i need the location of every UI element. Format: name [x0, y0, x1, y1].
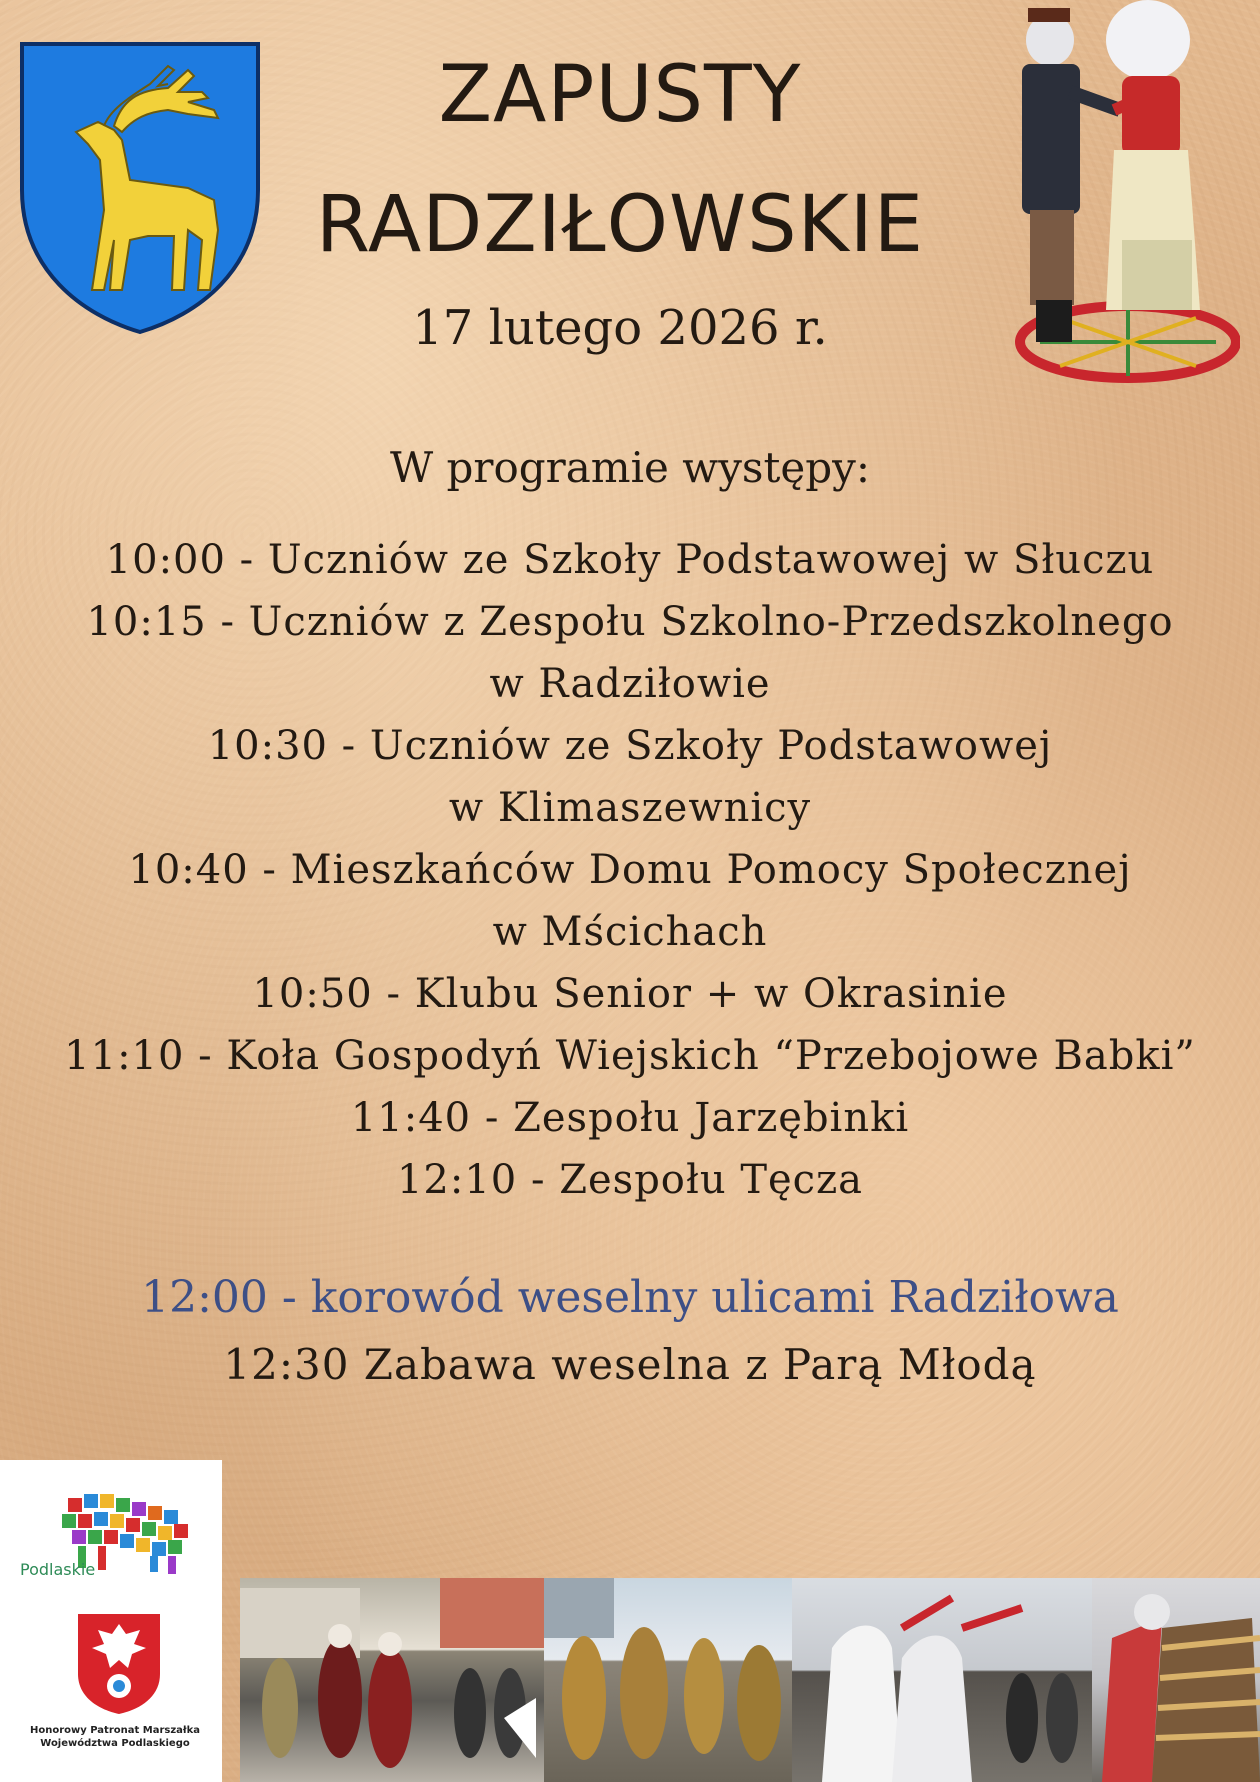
parade-line: 12:00 - korowód weselny ulicami Radziłowa — [141, 1272, 1119, 1323]
schedule-line: 11:10 - Koła Gospodyń Wiejskich “Przebojowe Babki” — [64, 1033, 1196, 1079]
wedding-party-line: 12:30 Zabawa weselna z Parą Młodą — [223, 1340, 1037, 1389]
schedule-line: 10:40 - Mieszkańców Domu Pomocy Społecznej — [128, 847, 1132, 893]
poster-title-line-2: RADZIŁOWSKIE — [315, 180, 925, 270]
patronage-line-2: Województwa Podlaskiego — [40, 1738, 190, 1749]
sponsor-logo-panel — [0, 1460, 222, 1782]
photo-wedding-dance — [240, 1578, 544, 1782]
eagle-coat-of-arms-icon — [76, 1612, 162, 1716]
folk-couple-figures — [1010, 0, 1240, 390]
photo-strip — [240, 1578, 1260, 1782]
patronage-line-1: Honorowy Patronat Marszałka — [29, 1725, 201, 1736]
schedule-line: 10:30 - Uczniów ze Szkoły Podstawowej — [207, 723, 1053, 769]
schedule-line: w Mścichach — [492, 909, 768, 955]
schedule-line: w Radziłowie — [489, 661, 771, 707]
podlaskie-label: Podlaskie — [20, 1560, 96, 1579]
schedule-line: 10:50 - Klubu Senior + w Okrasinie — [252, 971, 1008, 1017]
schedule-line: 10:15 - Uczniów z Zespołu Szkolno-Przedszkolnego — [86, 599, 1174, 645]
schedule-line: w Klimaszewnicy — [448, 785, 812, 831]
poster-title-line-1: ZAPUSTY — [438, 50, 802, 140]
photo-striped-costume — [1092, 1578, 1260, 1782]
photo-straw-costumes — [544, 1578, 792, 1782]
schedule-line: 12:10 - Zespołu Tęcza — [396, 1157, 864, 1203]
schedule-line: 11:40 - Zespołu Jarzębinki — [350, 1095, 910, 1141]
photo-veiled-figures — [792, 1578, 1092, 1782]
patronage-text — [20, 1724, 210, 1750]
coat-of-arms-deer-icon — [18, 40, 262, 336]
program-heading: W programie występy: — [390, 443, 870, 492]
schedule-line: 10:00 - Uczniów ze Szkoły Podstawowej w Słuczu — [105, 537, 1155, 583]
event-date: 17 lutego 2026 r. — [412, 300, 828, 356]
